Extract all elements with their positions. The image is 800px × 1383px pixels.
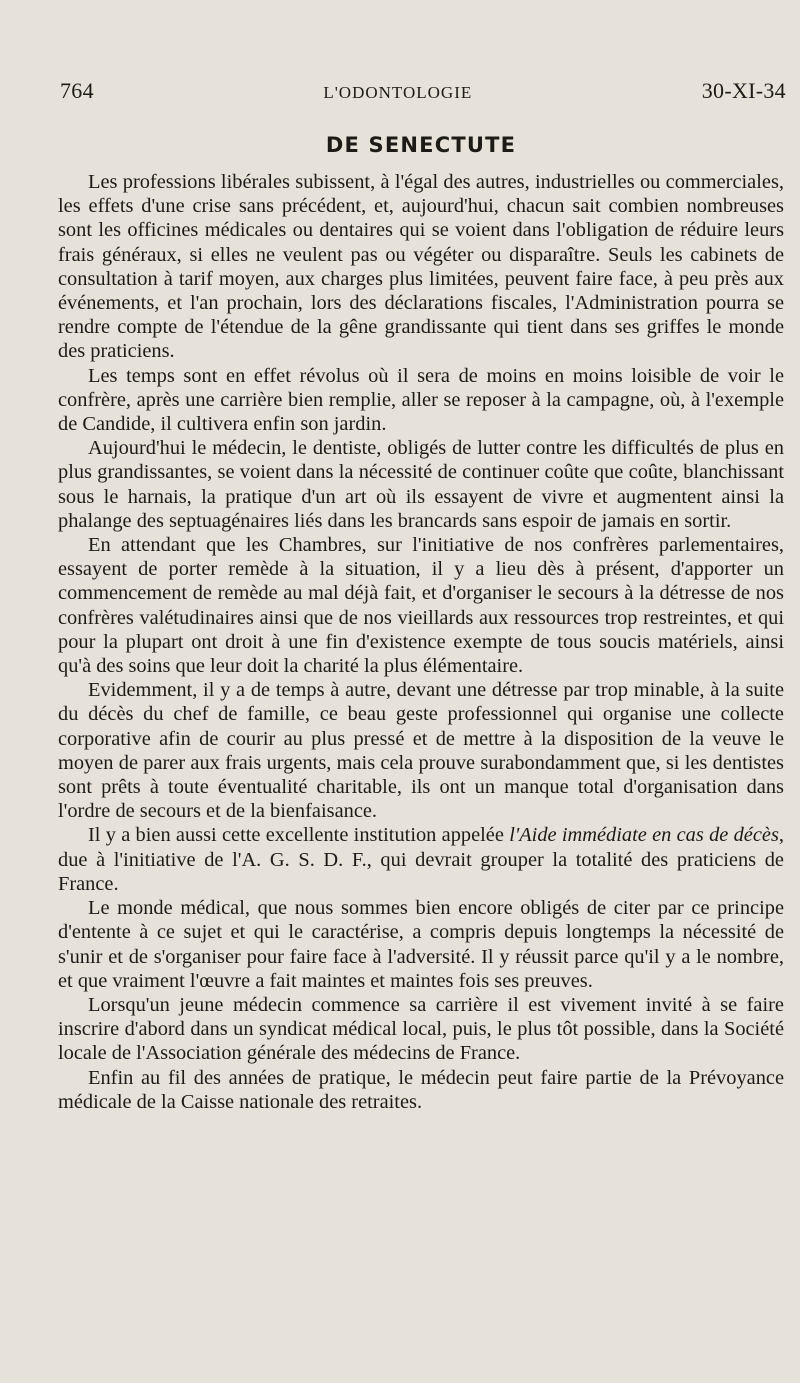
paragraph-9: Enfin au fil des années de pratique, le médecin peut faire partie de la Prévoyance médicale de la Caisse nationale des retraites. xyxy=(58,1066,784,1113)
paragraph-6 xyxy=(58,823,784,896)
issue-date: 30-XI-34 xyxy=(701,78,786,103)
article-body xyxy=(58,128,784,1114)
paragraph-6-text-before: Il y a bien aussi cette excellente institution appelée xyxy=(88,824,510,847)
paragraph-5: Evidemment, il y a de temps à autre, devant une détresse par trop minable, à la suite du décès du chef de famille, ce beau geste professionnel qui organise une collecte corporative afin de courir au plus pressé et de mettre à la disposition de la veuve le moyen de parer aux frais urgents, mais cela prouve surabondamment que, si les dentistes sont prêts à toute éventualité charitable, ils ont un manque total d'organisation dans l'ordre de secours et de la bienfaisance. xyxy=(58,679,784,823)
running-head xyxy=(60,78,786,108)
page-number: 764 xyxy=(60,78,94,103)
paragraph-2: Les temps sont en effet révolus où il sera de moins en moins loisible de voir le confrère, après une carrière bien remplie, aller se reposer à la campagne, où, à l'exemple de Candide, il cultivera enfin son jardin. xyxy=(58,364,784,436)
paragraph-3: Aujourd'hui le médecin, le dentiste, obligés de lutter contre les difficultés de plus en plus grandissantes, se voient dans la nécessité de continuer coûte que coûte, blanchissant sous le harnais, la pratique d'un art où ils essayent de vivre et augmentent ainsi la phalange des septuagénaires liés dans les brancards sans espoir de jamais en sortir. xyxy=(58,437,784,532)
paragraph-6-text-after: , due à l'initiative de l'A. G. S. D. F., qui devrait grouper la totalité des praticiens de France. xyxy=(58,824,784,895)
paragraph-1: Les professions libérales subissent, à l'égal des autres, industrielles ou commerciales, les effets d'une crise sans précédent, et, aujourd'hui, chacun sait combien nombreuses sont les officines médicales ou dentaires qui se voient dans l'obligation de réduire leurs frais généraux, si elles ne veulent pas ou végéter ou disparaître. Seuls les cabinets de consultation à tarif moyen, aux charges plus limitées, peuvent faire face, à peu près aux événements, et l'an prochain, lors des déclarations fiscales, l'Administration pourra se rendre compte de l'étendue de la gêne grandissante qui tient dans ses griffes le monde des praticiens. xyxy=(58,171,784,363)
paragraph-4: En attendant que les Chambres, sur l'initiative de nos confrères parlementaires, essayent de porter remède à la situation, il y a lieu dès à présent, d'apporter un commencement de remède au mal déjà fait, et d'organiser le secours à la détresse de nos confrères valétudinaires ainsi que de nos vieillards aux ressources trop restreintes, et qui pour la plupart ont droit à une fin d'existence exempte de tous soucis matériels, ainsi qu'à des soins que leur doit la charité la plus élémentaire. xyxy=(58,534,784,678)
paragraph-8: Lorsqu'un jeune médecin commence sa carrière il est vivement invité à se faire inscrire d'abord dans un syndicat médical local, puis, le plus tôt possible, dans la Société locale de l'Association générale des médecins de France. xyxy=(58,993,784,1065)
article-title: DE SENECTUTE xyxy=(325,133,517,157)
institution-name-italic: l'Aide immédiate en cas de décès xyxy=(509,824,779,847)
paragraph-7: Le monde médical, que nous sommes bien encore obligés de citer par ce principe d'entente à ce sujet et qui le caractérise, a compris depuis longtemps la nécessité de s'unir et de s'organiser pour faire face à l'adversité. Il y réussit parce qu'il y a le nombre, et que vraiment l'œuvre a fait maintes et maintes fois ses preuves. xyxy=(58,897,784,992)
journal-title: L'ODONTOLOGIE xyxy=(323,83,473,102)
